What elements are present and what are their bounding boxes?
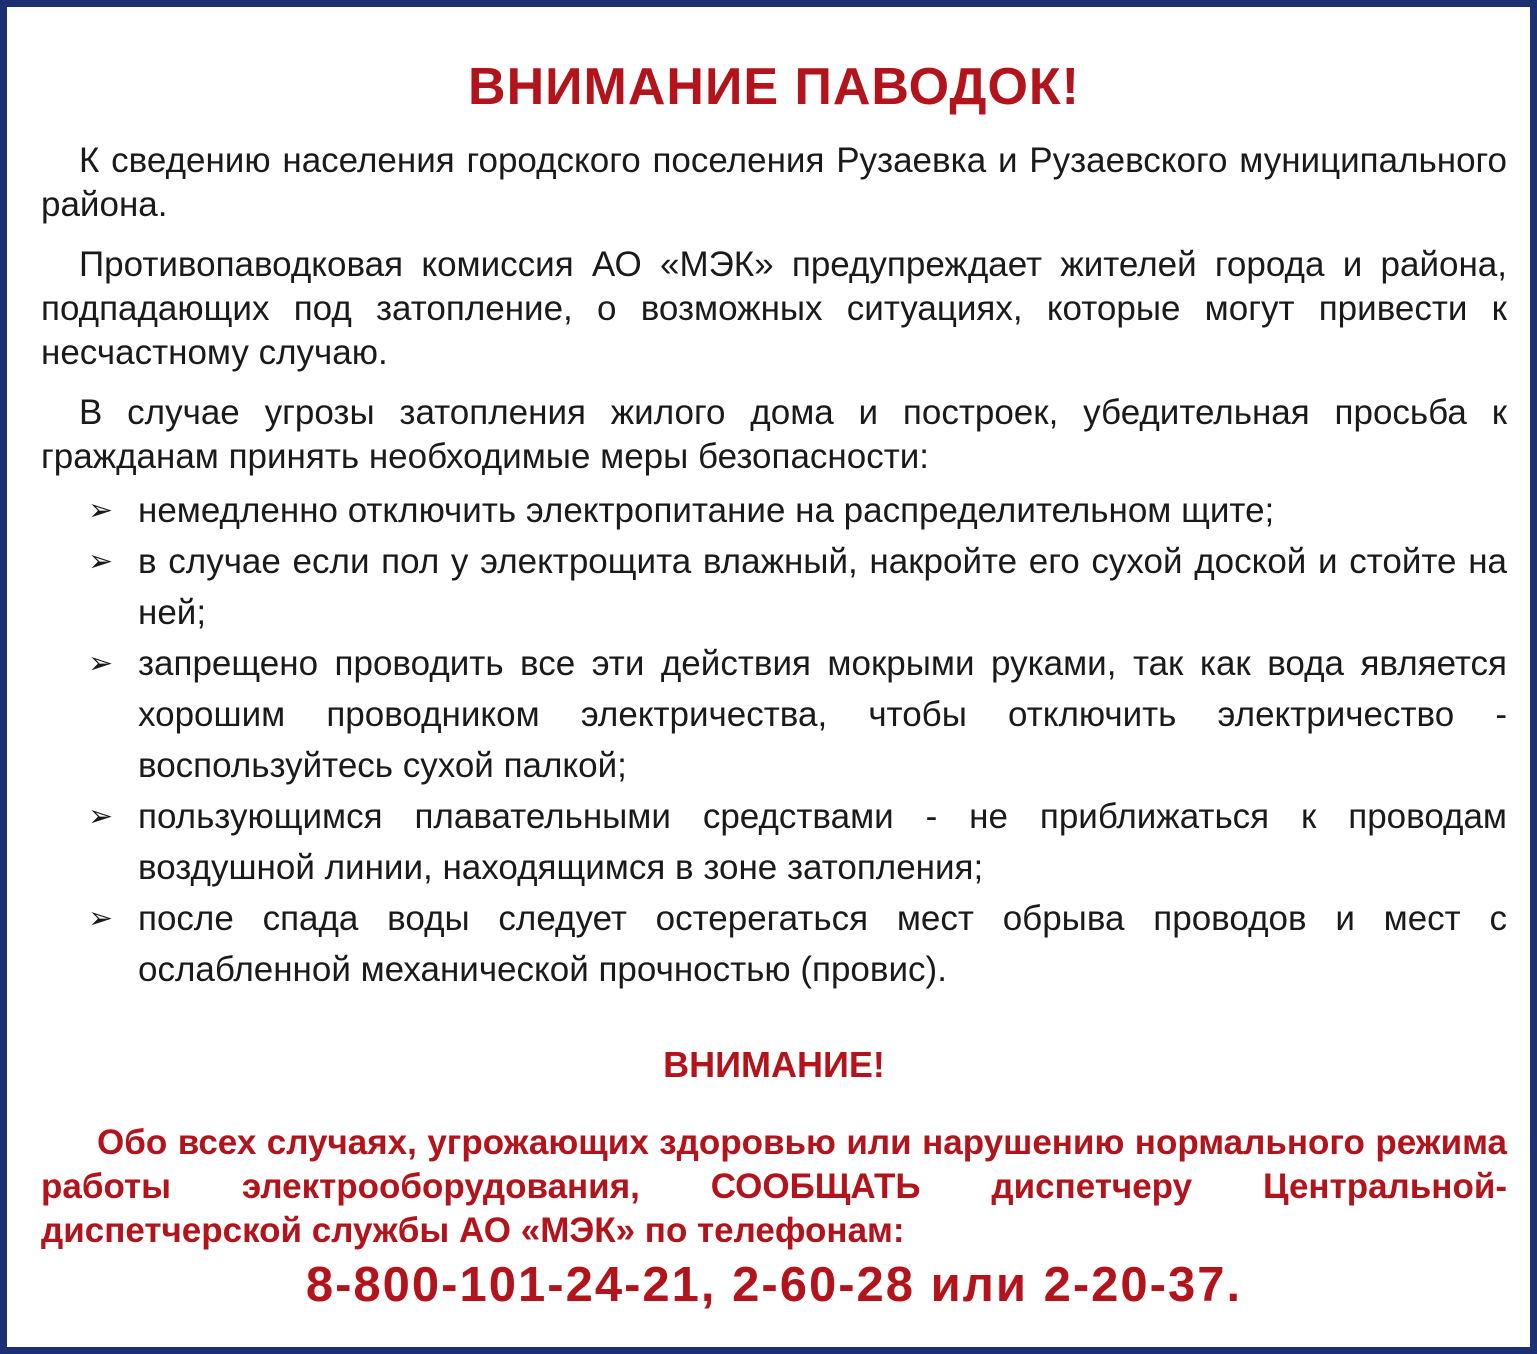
arrow-bullet-icon: ➢ xyxy=(88,901,114,936)
arrow-bullet-icon: ➢ xyxy=(88,799,114,834)
list-item xyxy=(41,485,1507,536)
list-item xyxy=(41,536,1507,638)
safety-measures-list xyxy=(41,485,1507,995)
warning-paragraph: Противопаводковая комиссия АО «МЭК» предупреждает жителей города и района, подпадающих под затопление, о возможных ситуациях, которые могут привести к несчастному случаю. xyxy=(41,245,1507,372)
list-item-text: запрещено проводить все эти действия мокрыми руками, так как вода является хорошим проводником электричества, чтобы отключить электричество - воспользуйтесь сухой палкой; xyxy=(138,644,1507,785)
poster-title: ВНИМАНИЕ ПАВОДОК! xyxy=(468,58,1080,116)
arrow-bullet-icon: ➢ xyxy=(88,646,114,681)
attention-heading: ВНИМАНИЕ! xyxy=(663,1044,885,1085)
poster-content xyxy=(41,51,1507,1315)
list-item-text: немедленно отключить электропитание на распределительном щите; xyxy=(138,491,1275,530)
list-item xyxy=(41,893,1507,995)
safety-request-paragraph: В случае угрозы затопления жилого дома и построек, убедительная просьба к гражданам принять необходимые меры безопасности: xyxy=(41,393,1507,476)
report-instructions: Обо всех случаях, угрожающих здоровью или нарушению нормального режима работы электрооборудования, СООБЩАТЬ диспетчеру Центральной-диспетчерской службы АО «МЭК» по телефонам: xyxy=(41,1123,1507,1250)
arrow-bullet-icon: ➢ xyxy=(88,493,114,528)
list-item xyxy=(41,638,1507,791)
list-item-text: после спада воды следует остерегаться мест обрыва проводов и мест с ослабленной механической прочностью (провис). xyxy=(138,899,1507,989)
list-item-text: пользующимся плавательными средствами - не приближаться к проводам воздушной линии, находящимся в зоне затопления; xyxy=(138,797,1507,887)
list-item-text: в случае если пол у электрощита влажный, накройте его сухой доской и стойте на ней; xyxy=(138,542,1507,632)
phone-numbers: 8-800-101-24-21, 2-60-28 или 2-20-37. xyxy=(305,1258,1243,1312)
arrow-bullet-icon: ➢ xyxy=(88,544,114,579)
list-item xyxy=(41,791,1507,893)
intro-paragraph: К сведению населения городского поселения Рузаевка и Рузаевского муниципального района. xyxy=(41,141,1507,224)
